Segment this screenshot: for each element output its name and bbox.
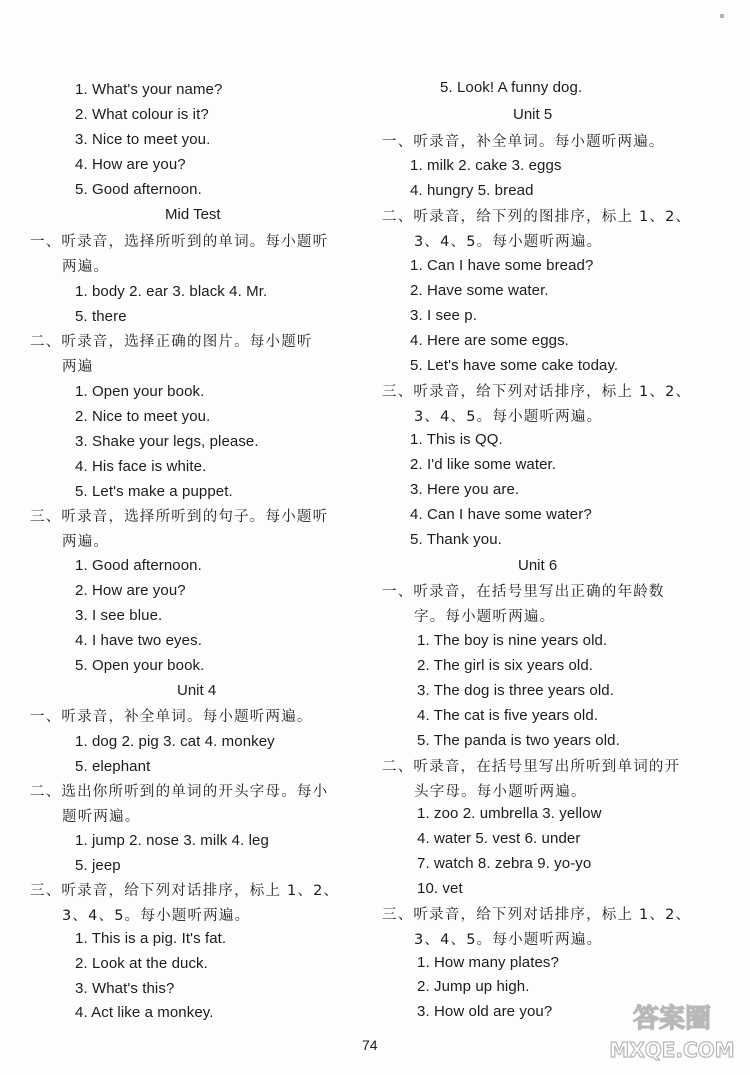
instruction-line: 3、4、5。每小题听两遍。 bbox=[414, 234, 603, 250]
answer-line: 5. there bbox=[75, 308, 127, 325]
answer-line: 7. watch 8. zebra 9. yo-yo bbox=[417, 855, 592, 872]
answer-line: 2. Nice to meet you. bbox=[75, 408, 211, 425]
answer-line: 3. The dog is three years old. bbox=[417, 682, 615, 699]
answer-line: 1. Good afternoon. bbox=[75, 557, 202, 574]
answer-line: 2. What colour is it? bbox=[75, 106, 209, 123]
answer-line: 5. elephant bbox=[75, 758, 151, 775]
answer-line: 1. jump 2. nose 3. milk 4. leg bbox=[75, 832, 269, 849]
section-heading-unit-5: Unit 5 bbox=[513, 106, 553, 123]
answer-line: 1. milk 2. cake 3. eggs bbox=[410, 157, 562, 174]
answer-line: 1. This is QQ. bbox=[410, 431, 503, 448]
answer-line: 4. Act like a monkey. bbox=[75, 1004, 214, 1021]
answer-line: 4. His face is white. bbox=[75, 458, 207, 475]
answer-line: 1. The boy is nine years old. bbox=[417, 632, 608, 649]
answer-line: 3. Here you are. bbox=[410, 481, 520, 498]
answer-line: 4. How are you? bbox=[75, 156, 186, 173]
instruction-line: 三、听录音，给下列对话排序，标上 1、2、 bbox=[382, 384, 692, 400]
instruction-line: 一、听录音，补全单词。每小题听两遍。 bbox=[30, 709, 313, 725]
answer-line: 4. water 5. vest 6. under bbox=[417, 830, 581, 847]
svg-text:答案圈: 答案圈 bbox=[632, 1004, 712, 1034]
instruction-line: 三、听录音，给下列对话排序，标上 1、2、 bbox=[382, 907, 692, 923]
instruction-line: 二、听录音，选择正确的图片。每小题听 bbox=[30, 334, 313, 350]
answer-line: 5. Let's have some cake today. bbox=[410, 357, 619, 374]
answer-line: 5. Let's make a puppet. bbox=[75, 483, 233, 500]
instruction-line: 3、4、5。每小题听两遍。 bbox=[62, 908, 251, 924]
answer-line: 1. This is a pig. It's fat. bbox=[75, 930, 227, 947]
instruction-line: 一、听录音，补全单词。每小题听两遍。 bbox=[382, 134, 665, 150]
answer-line: 3. I see p. bbox=[410, 307, 477, 324]
answer-line: 5. Look! A funny dog. bbox=[440, 79, 583, 96]
answer-line: 3. How old are you? bbox=[417, 1003, 553, 1020]
instruction-line: 二、听录音，在括号里写出所听到单词的开 bbox=[382, 759, 681, 775]
answer-line: 1. dog 2. pig 3. cat 4. monkey bbox=[75, 733, 275, 750]
answer-line: 2. Jump up high. bbox=[417, 978, 530, 995]
answer-line: 1. What's your name? bbox=[75, 81, 223, 98]
instruction-line: 二、选出你所听到的单词的开头字母。每小 bbox=[30, 784, 329, 800]
instruction-line: 3、4、5。每小题听两遍。 bbox=[414, 409, 603, 425]
watermark-logo bbox=[602, 997, 742, 1067]
answer-line: 5. Good afternoon. bbox=[75, 181, 202, 198]
answer-line: 2. I'd like some water. bbox=[410, 456, 557, 473]
section-heading-unit-6: Unit 6 bbox=[518, 557, 558, 574]
instruction-line: 三、听录音，选择所听到的句子。每小题听 bbox=[30, 509, 329, 525]
answer-line: 3. I see blue. bbox=[75, 607, 163, 624]
instruction-line: 两遍。 bbox=[62, 534, 110, 550]
answer-line: 3. Shake your legs, please. bbox=[75, 433, 259, 450]
scan-mark bbox=[720, 14, 724, 18]
instruction-line: 两遍。 bbox=[62, 259, 110, 275]
answer-line: 3. Nice to meet you. bbox=[75, 131, 211, 148]
section-heading-mid-test: Mid Test bbox=[165, 206, 221, 223]
answer-line: 2. How are you? bbox=[75, 582, 186, 599]
instruction-line: 两遍 bbox=[62, 359, 94, 375]
answer-line: 1. How many plates? bbox=[417, 954, 559, 971]
instruction-line: 头字母。每小题听两遍。 bbox=[414, 784, 587, 800]
answer-line: 1. body 2. ear 3. black 4. Mr. bbox=[75, 283, 268, 300]
answer-line: 4. Here are some eggs. bbox=[410, 332, 569, 349]
answer-line: 5. Open your book. bbox=[75, 657, 205, 674]
watermark-logo-graphic bbox=[602, 997, 742, 1067]
instruction-line: 一、听录音，选择所听到的单词。每小题听 bbox=[30, 234, 329, 250]
answer-line: 1. zoo 2. umbrella 3. yellow bbox=[417, 805, 602, 822]
answer-line: 4. I have two eyes. bbox=[75, 632, 202, 649]
answer-line: 1. Can I have some bread? bbox=[410, 257, 594, 274]
answer-line: 10. vet bbox=[417, 880, 463, 897]
answer-line: 5. The panda is two years old. bbox=[417, 732, 620, 749]
answer-line: 4. hungry 5. bread bbox=[410, 182, 534, 199]
svg-text:MXQE.COM: MXQE.COM bbox=[609, 1038, 735, 1062]
answer-line: 2. Look at the duck. bbox=[75, 955, 208, 972]
answer-line: 5. Thank you. bbox=[410, 531, 502, 548]
section-heading-unit-4: Unit 4 bbox=[177, 682, 217, 699]
answer-line: 2. Have some water. bbox=[410, 282, 549, 299]
page-number: 74 bbox=[362, 1037, 378, 1053]
answer-line: 2. The girl is six years old. bbox=[417, 657, 594, 674]
instruction-line: 三、听录音，给下列对话排序，标上 1、2、 bbox=[30, 883, 340, 899]
answer-line: 3. What's this? bbox=[75, 980, 175, 997]
instruction-line: 二、听录音，给下列的图排序，标上 1、2、 bbox=[382, 209, 692, 225]
instruction-line: 字。每小题听两遍。 bbox=[414, 609, 556, 625]
instruction-line: 一、听录音，在括号里写出正确的年龄数 bbox=[382, 584, 665, 600]
answer-line: 4. Can I have some water? bbox=[410, 506, 592, 523]
answer-line: 4. The cat is five years old. bbox=[417, 707, 599, 724]
instruction-line: 3、4、5。每小题听两遍。 bbox=[414, 932, 603, 948]
answer-line: 1. Open your book. bbox=[75, 383, 205, 400]
answer-line: 5. jeep bbox=[75, 857, 121, 874]
instruction-line: 题听两遍。 bbox=[62, 809, 141, 825]
